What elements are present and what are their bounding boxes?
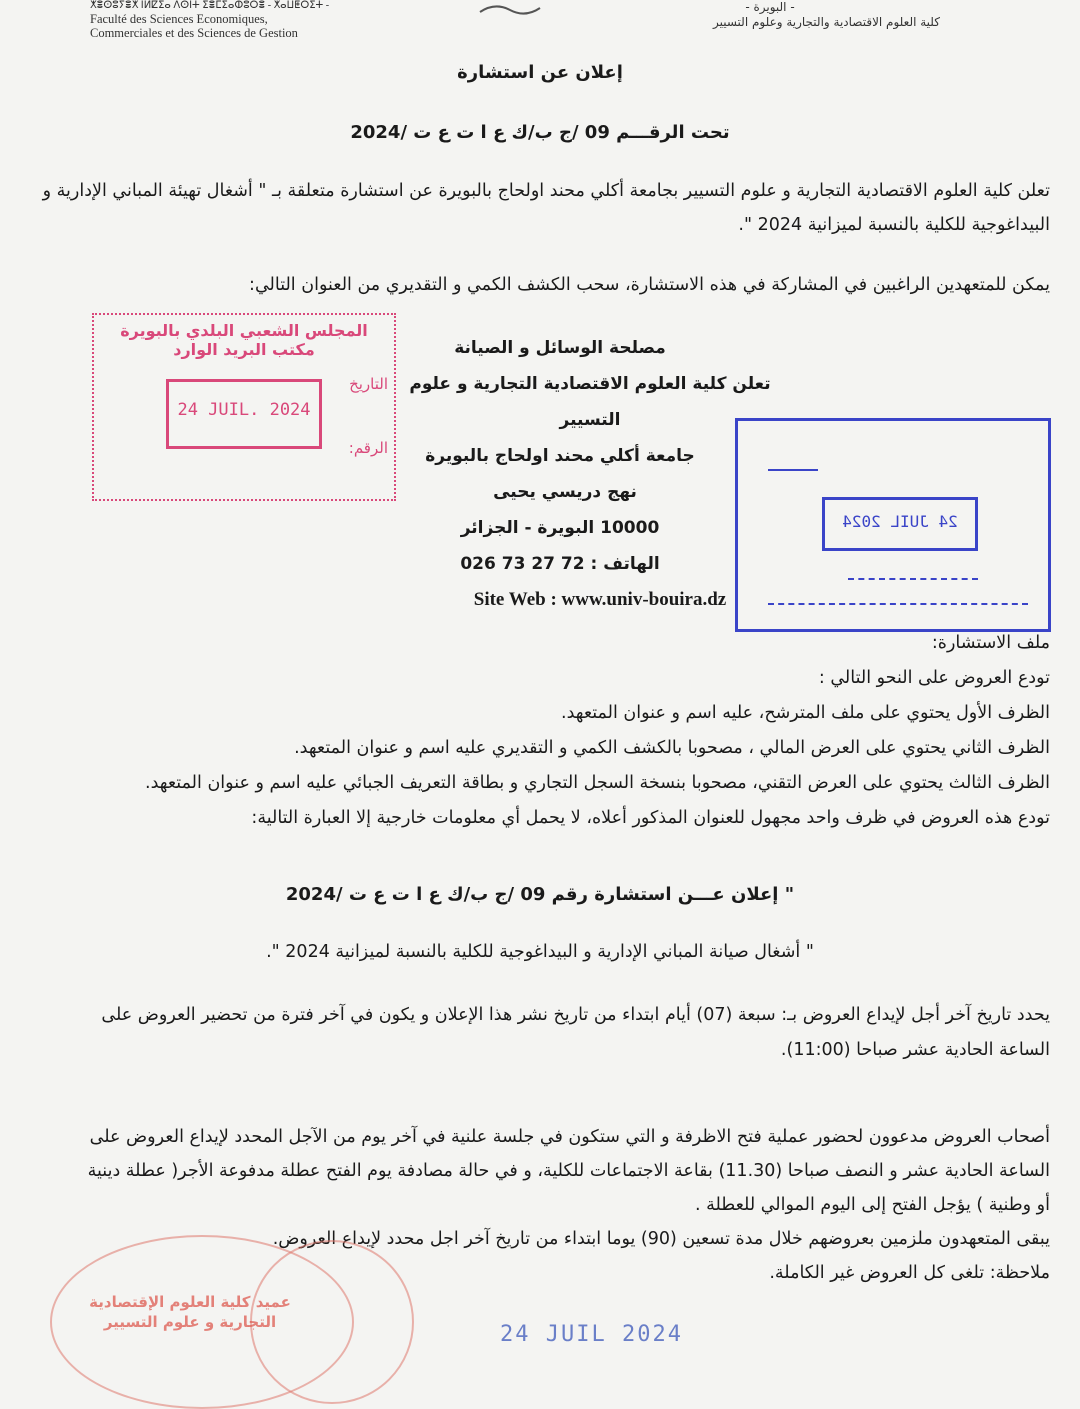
header-fr-line2: Commerciales et des Sciences de Gestion [90, 26, 298, 40]
seal-line2: التجارية و علوم التسيير [103, 1313, 277, 1331]
address-line: 10000 البويرة - الجزائر [460, 518, 660, 538]
header-tifinagh: ⵅⴻⵙⵓⵢⴻⵅ ⵏⵍⵇⵉⴰ ⴷⵙⵏⵜ ⵉⴻⵎⵉⴰⵀⵓⵔⴻ - ⵅⴰⵡⵟⵔⵉⵜ - [90, 0, 330, 11]
address-line: نهج دريسي يحيى [493, 482, 637, 502]
opening-line2: الساعة الحادية عشر و النصف صباحا (11.30) بقاعة الاجتماعات للكلية، و في حالة مصادفة يوم الفتح عطلة مدفوعة الأجر( عطلة دينية [87, 1161, 1050, 1181]
header-fr-line1: Faculté des Sciences Economiques, [90, 12, 268, 26]
blue-stamp-scribble [768, 451, 818, 471]
blue-stamp-date: 24 JUIL 2024 [842, 512, 958, 531]
stamp-red-line1: المجلس الشعبي البلدي بالبويرة [120, 321, 368, 340]
intro-paragraph: تعلن كلية العلوم الاقتصادية التجارية و علوم التسيير بجامعة أكلي محند اولحاج بالبويرة عن استشارة متعلقة بـ " أشغال تهيئة المباني الإدارية و البيداغوجية للكلية بالنسبة لميزانية 2024 ". [42, 181, 1050, 235]
withdraw-paragraph: يمكن للمتعهدين الراغبين في المشاركة في هذه الاستشارة، سحب الكشف الكمي و التقديري من العنوان التالي: [249, 275, 1050, 295]
blue-stamp-line [848, 566, 978, 580]
deadline-line2: الساعة الحادية عشر صباحا (11:00). [780, 1040, 1050, 1060]
address-line: جامعة أكلي محند اولحاج بالبويرة [425, 446, 695, 466]
stamp-red-line2: مكتب البريد الوارد [173, 340, 315, 359]
header-arabic [600, 0, 940, 30]
blue-stamp-line [768, 591, 1028, 605]
stamp-red-number-label: الرقم: [348, 439, 388, 457]
header-ar-line1: - البويرة - [745, 0, 795, 14]
address-block [400, 330, 780, 618]
university-logo [475, 0, 545, 18]
dossier-deposit: تودع العروض على النحو التالي : [818, 668, 1050, 688]
address-line: مصلحة الوسائل و الصيانة [454, 338, 666, 358]
deadline-section [20, 998, 1050, 1068]
seal-line1: عميد كلية العلوم الإقتصادية [89, 1293, 291, 1311]
header-french [90, 0, 329, 40]
opening-line1: أصحاب العروض مدعوون لحضور عملية فتح الاظرفة و التي ستكون في جلسة علنية في آخر يوم من الآجل المحدد لإيداع العروض على [89, 1127, 1050, 1147]
reference-number: تحت الرقـــم 09 /ج ب/ك ع ا ت ع ت /2024 [350, 122, 730, 143]
address-line: تعلن كلية العلوم الاقتصادية التجارية و علوم التسيير [409, 374, 771, 430]
outer-envelope: تودع هذه العروض في ظرف واحد مجهول للعنوان المذكور أعلاه، لا يحمل أي معلومات خارجية إلا العبارة التالية: [251, 808, 1050, 828]
stamp-red-date-box [166, 379, 322, 449]
seal-text [60, 1292, 320, 1332]
blue-stamp-date-box [822, 497, 978, 551]
opening-line3: أو وطنية ) يؤجل الفتح إلى اليوم الموالي للعطلة . [694, 1195, 1050, 1215]
envelope-2: الظرف الثاني يحتوي على العرض المالي ، مصحوبا بالكشف الكمي و التقديري عليه اسم و عنوان المتعهد. [294, 738, 1050, 758]
quote-body: " أشغال صيانة المباني الإدارية و البيداغوجية للكلية بالنسبة لميزانية 2024 ". [266, 942, 814, 962]
stamp-red-date: 24 JUIL. 2024 [177, 400, 311, 420]
envelope-3: الظرف الثالث يحتوي على العرض التقني، مصحوبا بنسخة السجل التجاري و بطاقة التعريف الجبائي عليه اسم و عنوان المتعهد. [145, 773, 1050, 793]
page-title: إعلان عن استشارة [457, 62, 623, 83]
website-link[interactable]: Site Web : www.univ-bouira.dz [473, 589, 727, 610]
dossier-section [20, 626, 1050, 836]
receipt-stamp-blue [735, 418, 1051, 632]
stamp-red-date-label: التاريخ [349, 375, 388, 393]
deadline-line1: يحدد تاريخ آخر أجل لإيداع العروض بـ: سبعة (07) أيام ابتداء من تاريخ نشر هذا الإعلان و يكون في آخر فترة من تحضير العروض على [101, 1005, 1050, 1025]
municipal-receipt-stamp [92, 313, 396, 501]
envelope-1: الظرف الأول يحتوي على ملف المترشح، عليه اسم و عنوان المتعهد. [561, 703, 1050, 723]
received-date: 24 JUIL 2024 [500, 1322, 683, 1347]
header-ar-line2: كلية العلوم الاقتصادية والتجارية وعلوم التسيير [712, 15, 940, 29]
opening-line4: يبقى المتعهدون ملزمين بعروضهم خلال مدة تسعين (90) يوما ابتداء من تاريخ آخر اجل محدد لإيداع العروض. [272, 1229, 1050, 1249]
quote-title: " إعلان عـــن استشارة رقم 09 /ج ب/ك ع ا ت ع ت /2024 [285, 884, 795, 905]
address-line: الهاتف : 72 27 73 026 [460, 554, 660, 574]
opening-line5: ملاحظة: تلغى كل العروض غير الكاملة. [769, 1263, 1050, 1283]
dossier-heading: ملف الاستشارة: [931, 633, 1050, 653]
